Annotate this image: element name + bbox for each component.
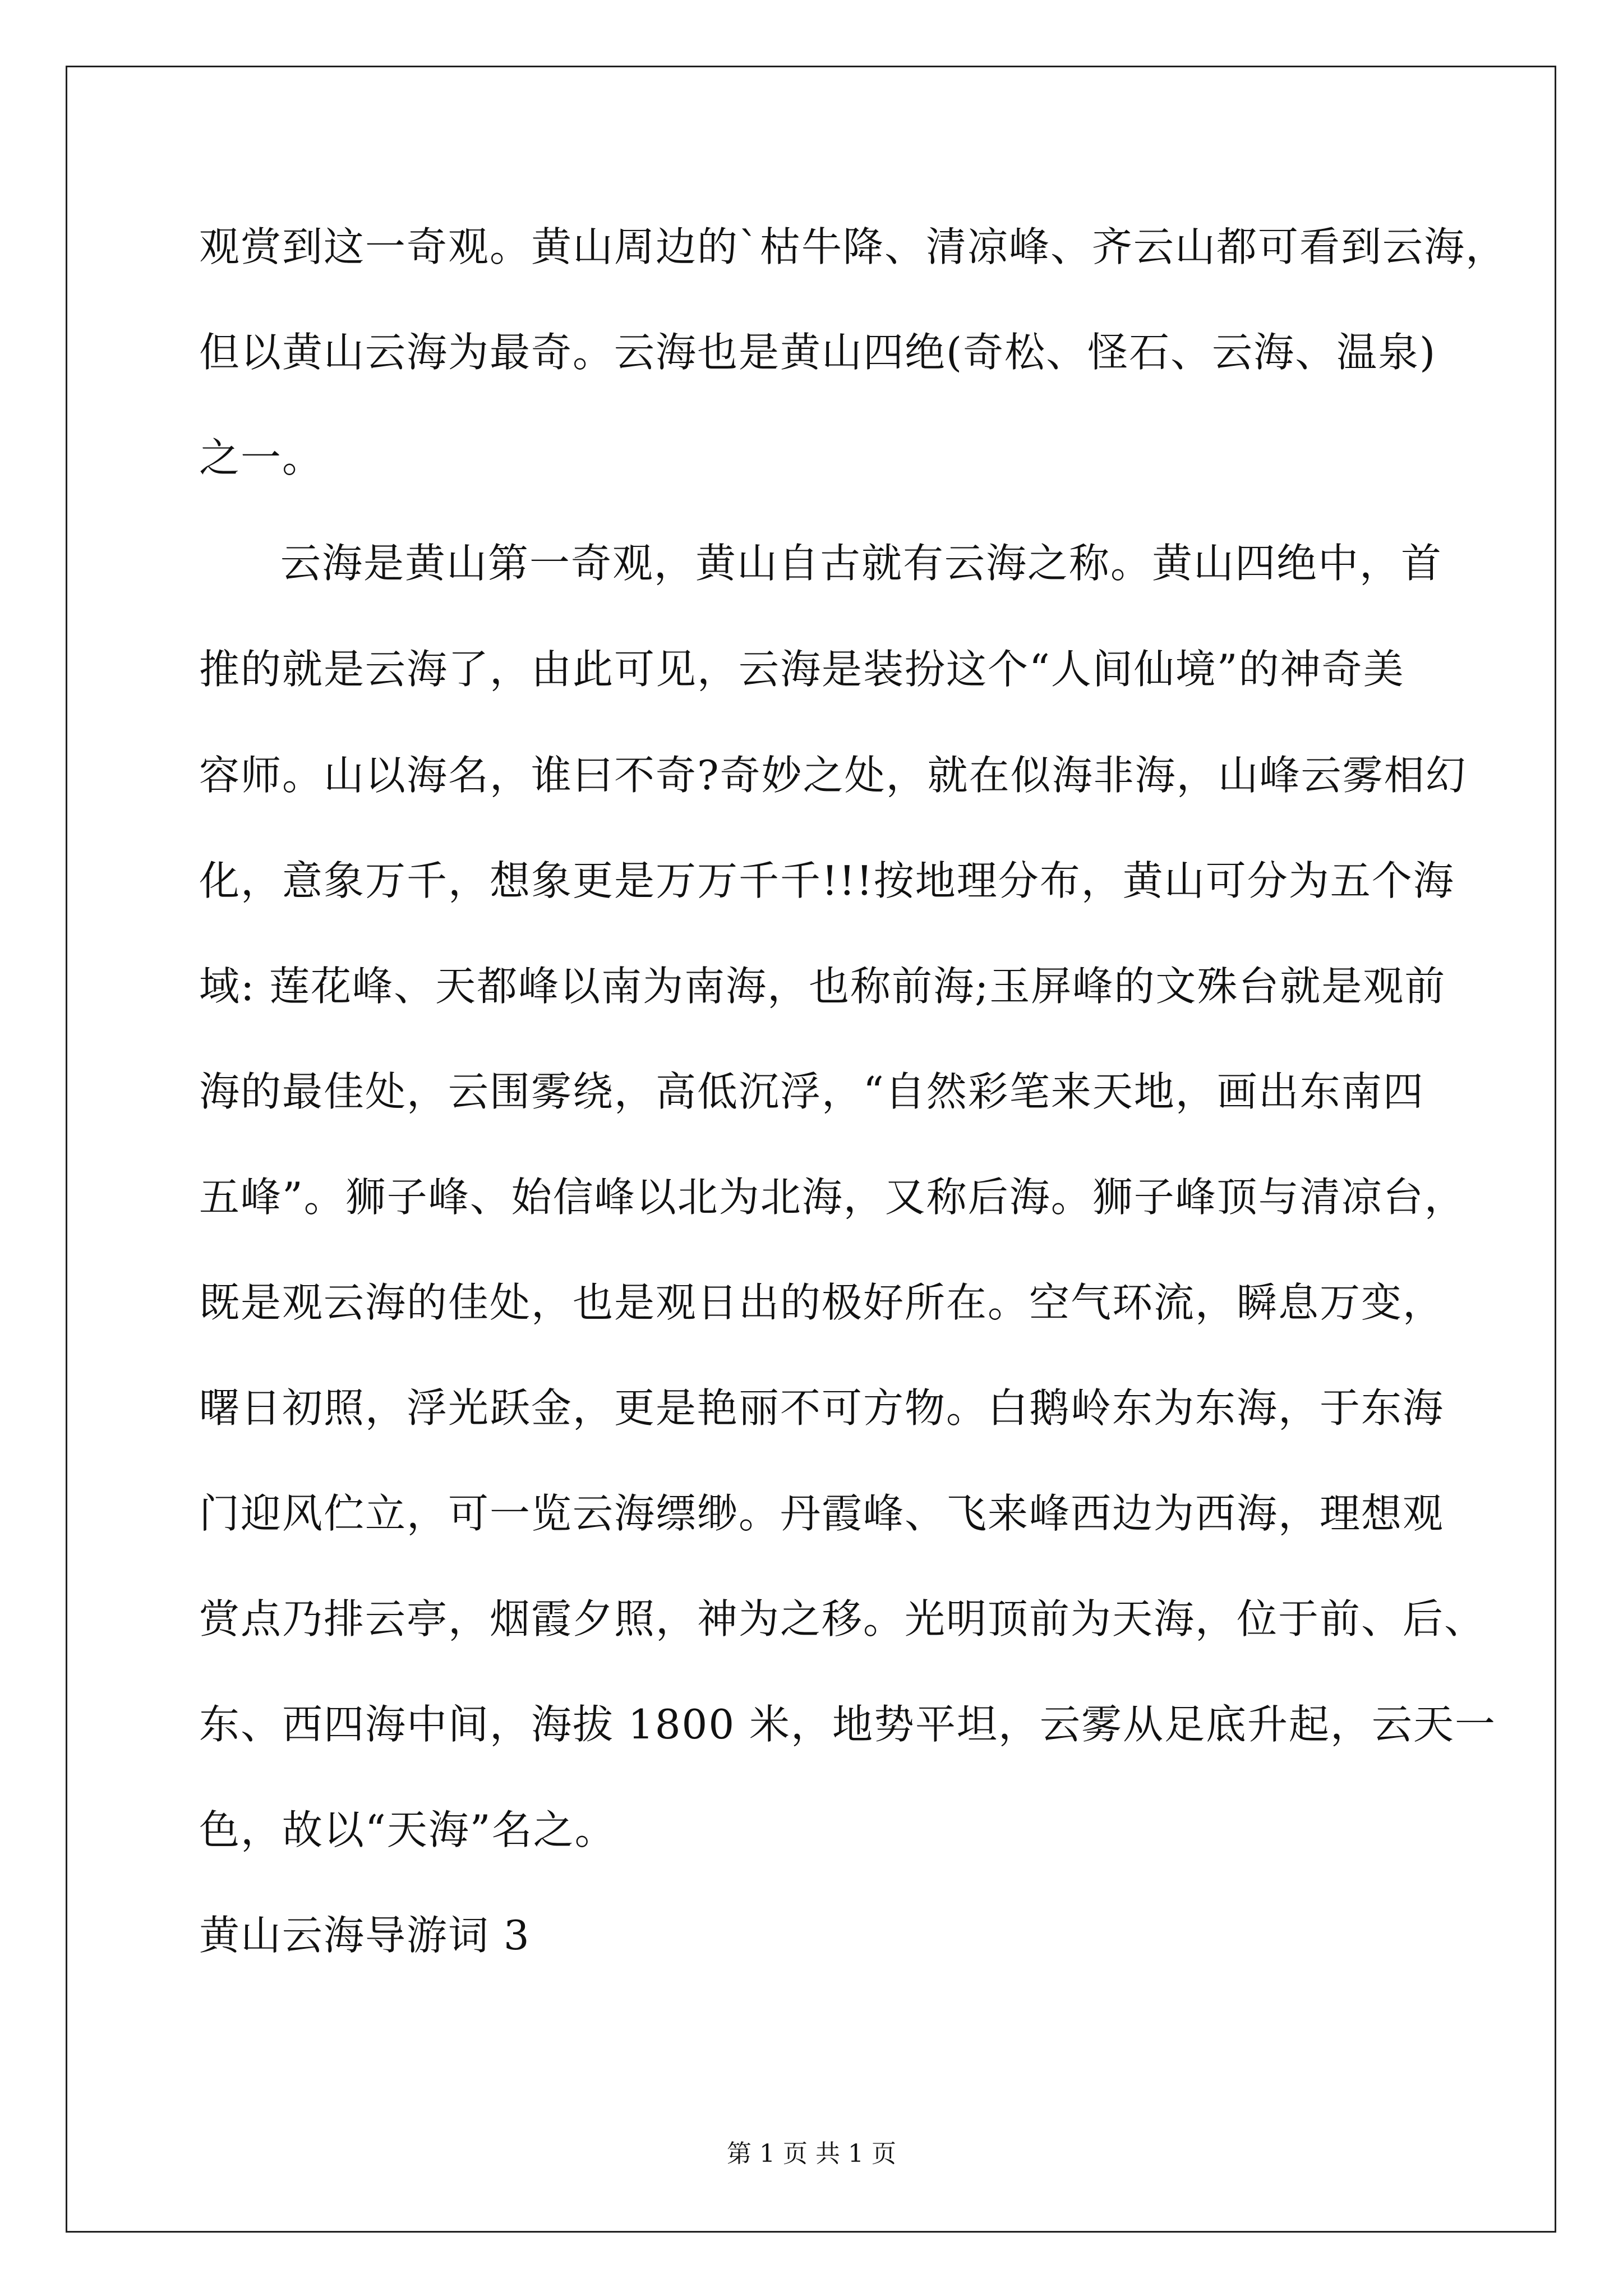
text-line: 色，故以“天海”名之。 xyxy=(199,1806,616,1853)
text-line: 门迎风伫立，可一览云海缥缈。丹霞峰、飞来峰西边为西海，理想观 xyxy=(199,1490,1445,1537)
text-line: 东、西四海中间，海拔 1800 米，地势平坦，云雾从足底升起，云天一 xyxy=(199,1701,1497,1748)
page-border xyxy=(66,66,1556,2233)
text-line: 五峰”。狮子峰、始信峰以北为北海，又称后海。狮子峰顶与清凉台， xyxy=(199,1174,1466,1221)
text-line: 但以黄山云海为最奇。云海也是黄山四绝(奇松、怪石、云海、温泉) xyxy=(199,329,1437,376)
text-line: 既是观云海的佳处，也是观日出的极好所在。空气环流，瞬息万变， xyxy=(199,1279,1445,1326)
page-footer: 第 1 页 共 1 页 xyxy=(727,2139,896,2168)
section-heading: 黄山云海导游词 3 xyxy=(199,1912,531,1959)
text-line: 化，意象万千，想象更是万万千千!!!按地理分布，黄山可分为五个海 xyxy=(199,857,1455,904)
text-line: 域: 莲花峰、天都峰以南为南海，也称前海;玉屏峰的文殊台就是观前 xyxy=(199,963,1446,1010)
text-line: 曙日初照，浮光跃金，更是艳丽不可方物。白鹅岭东为东海，于东海 xyxy=(199,1384,1445,1432)
text-line: 推的就是云海了，由此可见，云海是装扮这个“人间仙境”的神奇美 xyxy=(199,646,1405,693)
text-line: 之一。 xyxy=(199,434,324,481)
text-line: 容师。山以海名，谁曰不奇?奇妙之处，就在似海非海，山峰云雾相幻 xyxy=(199,752,1467,799)
text-line: 观赏到这一奇观。黄山周边的`枯牛降、清凉峰、齐云山都可看到云海， xyxy=(199,223,1507,270)
paragraph-start-line: 云海是黄山第一奇观，黄山自古就有云海之称。黄山四绝中，首 xyxy=(280,540,1443,587)
text-line: 赏点乃排云亭，烟霞夕照，神为之移。光明顶前为天海，位于前、后、 xyxy=(199,1595,1486,1642)
text-line: 海的最佳处，云围雾绕，高低沉浮，“自然彩笔来天地，画出东南四 xyxy=(199,1068,1424,1115)
